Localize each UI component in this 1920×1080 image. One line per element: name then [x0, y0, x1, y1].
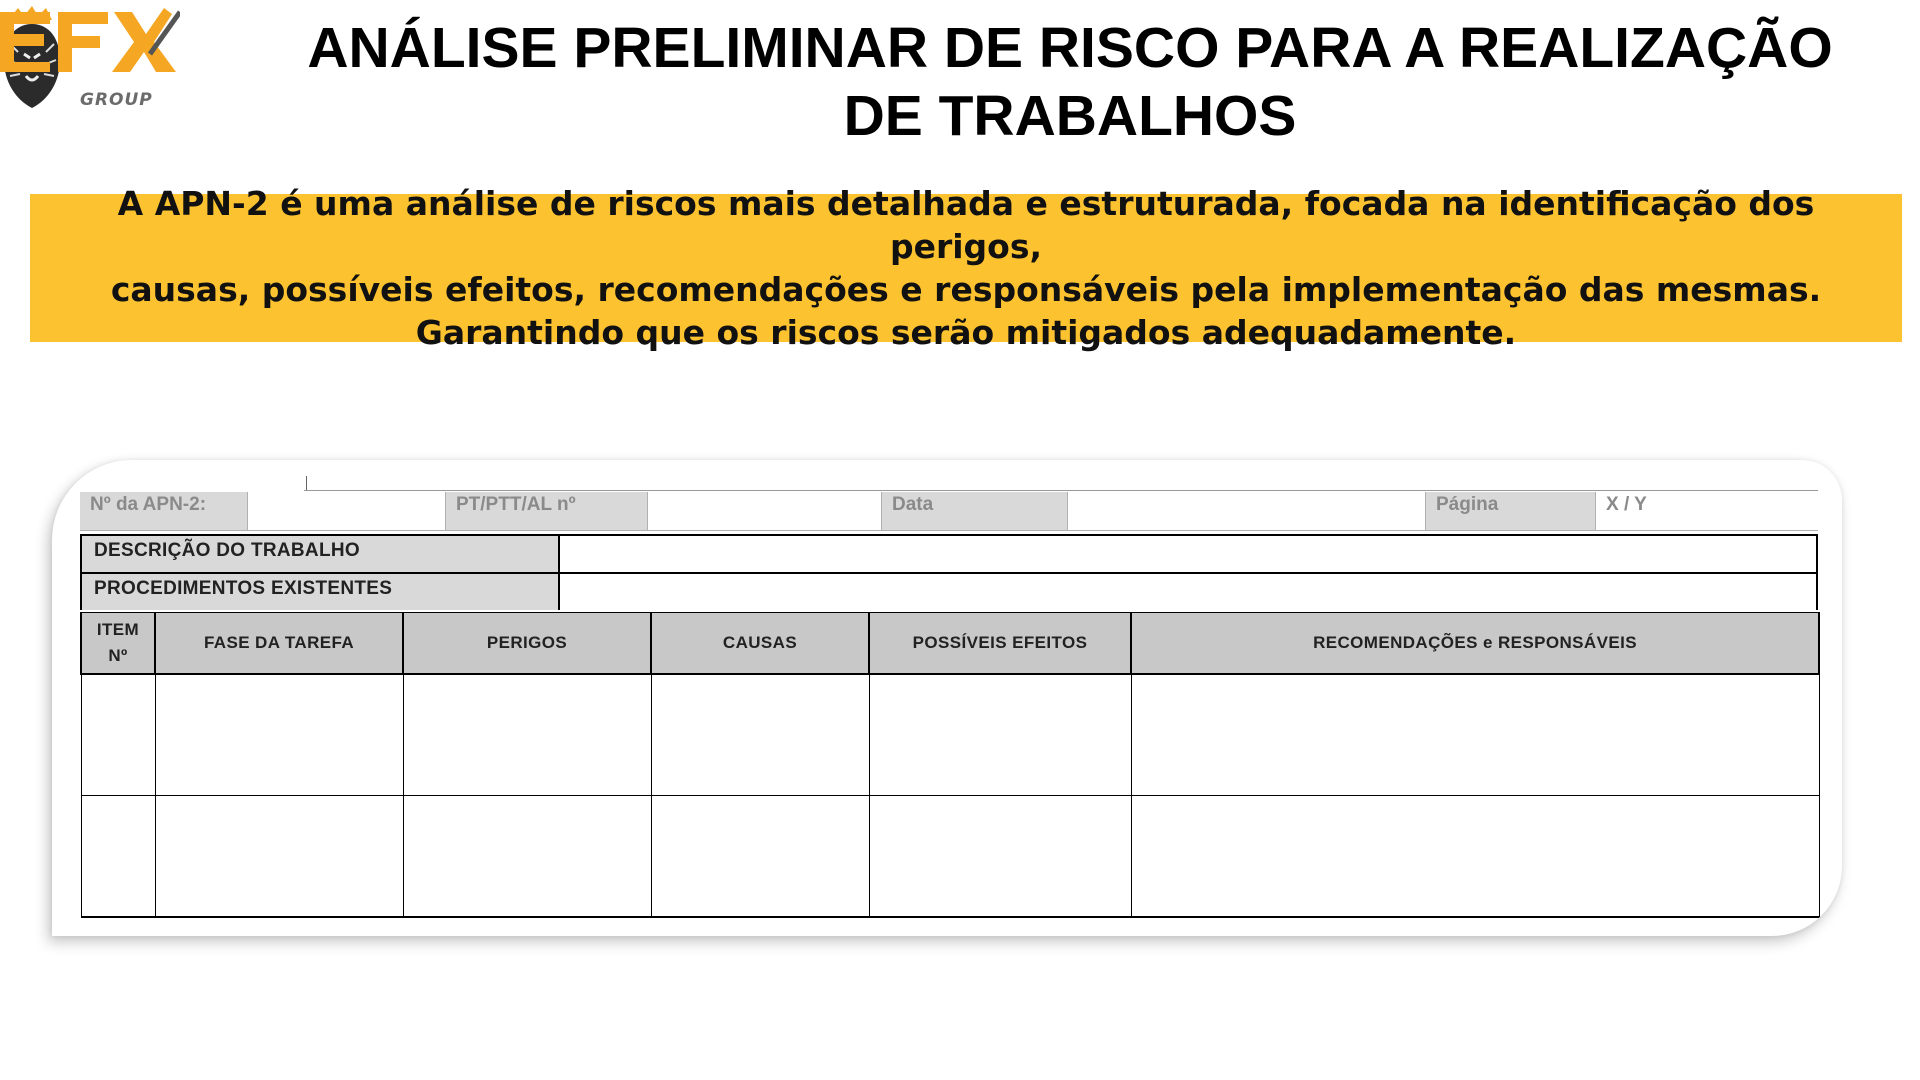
phase-cell[interactable] [155, 674, 403, 796]
apn2-form-card [52, 460, 1842, 936]
logo-group-text: GROUP [80, 90, 153, 110]
date-label: Data [882, 492, 1068, 530]
column-header-hazards: PERIGOS [403, 613, 651, 675]
item-cell[interactable] [81, 796, 155, 918]
efx-wordmark-icon [0, 4, 180, 74]
description-field[interactable] [560, 536, 1816, 572]
banner-line: causas, possíveis efeitos, recomendações e responsáveis pela implementação das mesmas. [110, 270, 1822, 309]
recommendations-cell[interactable] [1131, 674, 1819, 796]
page-field[interactable]: X / Y [1596, 492, 1818, 530]
procedures-field[interactable] [560, 574, 1816, 610]
pt-number-label: PT/PTT/AL nº [446, 492, 648, 530]
effects-cell[interactable] [869, 674, 1131, 796]
phase-cell[interactable] [155, 796, 403, 918]
item-header-line: Nº [108, 646, 128, 665]
column-header-effects: POSSÍVEIS EFEITOS [869, 613, 1131, 675]
recommendations-cell[interactable] [1131, 796, 1819, 918]
table-header-row [81, 613, 1819, 675]
description-banner [30, 184, 1902, 352]
procedures-row [80, 572, 1818, 610]
pt-number-field[interactable] [648, 492, 882, 530]
item-header-line: ITEM [96, 620, 140, 639]
apn-number-label: Nº da APN-2: [80, 492, 248, 530]
column-header-item [81, 613, 155, 675]
effects-cell[interactable] [869, 796, 1131, 918]
procedures-label: PROCEDIMENTOS EXISTENTES [82, 574, 560, 610]
column-header-causes: CAUSAS [651, 613, 869, 675]
efx-group-logo [0, 4, 260, 114]
page-label: Página [1426, 492, 1596, 530]
banner-line: Garantindo que os riscos serão mitigados adequadamente. [415, 313, 1517, 352]
column-header-recommendations: RECOMENDAÇÕES e RESPONSÁVEIS [1131, 613, 1819, 675]
table-row [81, 796, 1819, 918]
table-row [81, 674, 1819, 796]
description-label: DESCRIÇÃO DO TRABALHO [82, 536, 560, 572]
hazards-cell[interactable] [403, 796, 651, 918]
date-field[interactable] [1068, 492, 1426, 530]
item-cell[interactable] [81, 674, 155, 796]
apn-number-field[interactable] [248, 492, 446, 530]
form-header-row [80, 492, 1818, 531]
page-title: ANÁLISE PRELIMINAR DE RISCO PARA A REALIZAÇÃO DE TRABALHOS [307, 16, 1833, 148]
form-top-tick [306, 476, 307, 490]
causes-cell[interactable] [651, 674, 869, 796]
banner-line: A APN-2 é uma análise de riscos mais detalhada e estruturada, focada na identificação dos perigos, [117, 184, 1815, 266]
hazards-cell[interactable] [403, 674, 651, 796]
column-header-phase: FASE DA TAREFA [155, 613, 403, 675]
form-top-line [304, 490, 1818, 491]
causes-cell[interactable] [651, 796, 869, 918]
description-row [80, 534, 1818, 572]
risk-analysis-table [80, 612, 1820, 918]
